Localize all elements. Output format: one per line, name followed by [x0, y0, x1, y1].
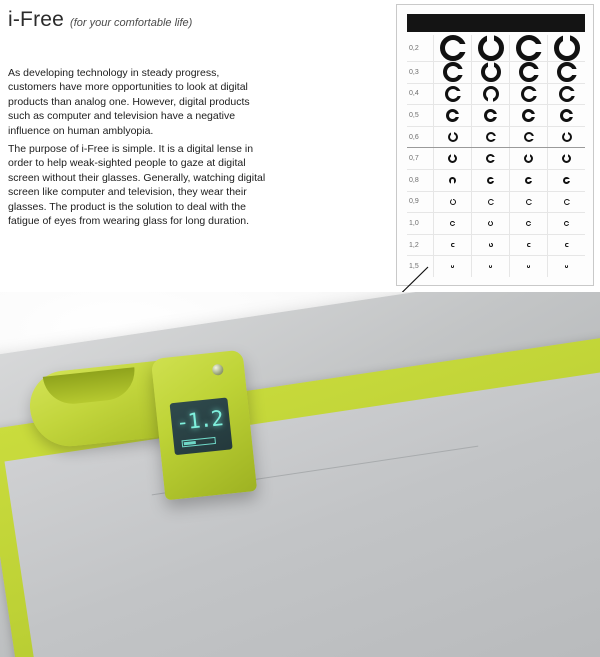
landolt-c-icon	[565, 265, 568, 268]
chart-optotype-cell	[547, 84, 585, 105]
chart-optotype-cell	[509, 256, 547, 277]
landolt-c-icon	[527, 265, 530, 268]
landolt-c-icon	[560, 109, 573, 122]
body-paragraph-2: The purpose of i-Free is simple. It is a digital lense in order to help weak-sighted people to gaze at digital screen without their glasses. Generally, watching digital screen like computer and television, they wear their glasses. The product is the solution to deal with the fatigue of eyes from wearing glass for long duration.	[8, 142, 266, 227]
chart-optotype-cell	[509, 84, 547, 105]
landolt-c-icon	[562, 132, 572, 142]
chart-row-cells	[433, 35, 585, 61]
chart-row	[407, 256, 585, 277]
chart-row-label: 1,0	[409, 219, 419, 227]
chart-row	[407, 213, 585, 235]
chart-optotype-cell	[509, 213, 547, 234]
visual-acuity-chart	[396, 4, 594, 286]
landolt-c-icon	[524, 154, 533, 163]
landolt-c-icon	[519, 62, 539, 82]
camera-sensor-icon	[212, 364, 224, 376]
chart-row-label: 0,5	[409, 111, 419, 119]
chart-optotype-cell	[471, 84, 509, 105]
chart-row	[407, 192, 585, 214]
chart-optotype-cell	[433, 35, 471, 61]
landolt-c-icon	[449, 177, 456, 184]
landolt-c-icon	[487, 177, 494, 184]
chart-row	[407, 84, 585, 106]
chart-optotype-cell	[547, 213, 585, 234]
device-clip-notch	[43, 367, 138, 406]
landolt-c-icon	[483, 86, 499, 102]
chart-row-label: 0,2	[409, 44, 419, 52]
landolt-c-icon	[440, 35, 466, 61]
landolt-c-icon	[526, 199, 532, 205]
chart-optotype-cell	[433, 84, 471, 105]
i-free-device	[30, 350, 300, 540]
chart-optotype-cell	[433, 256, 471, 277]
chart-row-label: 0,9	[409, 198, 419, 206]
chart-optotype-cell	[433, 148, 471, 169]
landolt-c-icon	[564, 221, 569, 226]
chart-grid	[407, 35, 585, 277]
chart-optotype-cell	[433, 235, 471, 256]
chart-row	[407, 235, 585, 257]
landolt-c-icon	[488, 221, 493, 226]
landolt-c-icon	[450, 221, 455, 226]
chart-optotype-cell	[509, 235, 547, 256]
chart-row	[407, 170, 585, 192]
chart-header-bar	[407, 14, 585, 32]
landolt-c-icon	[448, 154, 457, 163]
chart-optotype-cell	[471, 105, 509, 126]
landolt-c-icon	[524, 132, 534, 142]
landolt-c-icon	[563, 177, 570, 184]
chart-optotype-cell	[547, 256, 585, 277]
landolt-c-icon	[448, 132, 458, 142]
chart-optotype-cell	[471, 256, 509, 277]
chart-optotype-cell	[547, 62, 585, 83]
body-paragraph-1: As developing technology in steady progress, customers have more opportunities to look at digital products than analog one. However, digital products such as computer and television have a negative influence on human amblyopia.	[8, 66, 250, 137]
chart-row-cells	[433, 235, 585, 256]
chart-optotype-cell	[509, 62, 547, 83]
chart-optotype-cell	[509, 192, 547, 213]
chart-optotype-cell	[547, 105, 585, 126]
chart-row-label: 0,7	[409, 155, 419, 163]
landolt-c-icon	[481, 62, 501, 82]
landolt-c-icon	[521, 86, 537, 102]
chart-row-label: 0,8	[409, 176, 419, 184]
chart-row-cells	[433, 84, 585, 105]
chart-optotype-cell	[433, 127, 471, 148]
chart-optotype-cell	[509, 35, 547, 61]
chart-optotype-cell	[433, 192, 471, 213]
landolt-c-icon	[562, 154, 571, 163]
landolt-c-icon	[446, 109, 459, 122]
chart-optotype-cell	[471, 127, 509, 148]
chart-optotype-cell	[471, 213, 509, 234]
chart-row-cells	[433, 105, 585, 126]
chart-optotype-cell	[509, 170, 547, 191]
chart-row	[407, 127, 585, 149]
device-display	[170, 397, 233, 455]
landolt-c-icon	[489, 265, 492, 268]
chart-row-cells	[433, 256, 585, 277]
chart-optotype-cell	[471, 35, 509, 61]
landolt-c-icon	[443, 62, 463, 82]
landolt-c-icon	[451, 265, 454, 268]
chart-row-label: 1,5	[409, 263, 419, 271]
landolt-c-icon	[522, 109, 535, 122]
chart-optotype-cell	[547, 127, 585, 148]
landolt-c-icon	[445, 86, 461, 102]
landolt-c-icon	[451, 243, 455, 247]
chart-optotype-cell	[471, 235, 509, 256]
landolt-c-icon	[557, 62, 577, 82]
chart-optotype-cell	[433, 170, 471, 191]
chart-optotype-cell	[433, 105, 471, 126]
landolt-c-icon	[565, 243, 569, 247]
landolt-c-icon	[450, 199, 456, 205]
chart-optotype-cell	[547, 170, 585, 191]
chart-row	[407, 62, 585, 84]
landolt-c-icon	[527, 243, 531, 247]
chart-row	[407, 148, 585, 170]
chart-optotype-cell	[547, 148, 585, 169]
page-title	[8, 8, 378, 32]
chart-optotype-cell	[471, 170, 509, 191]
chart-row-label: 0,6	[409, 133, 419, 141]
chart-optotype-cell	[433, 62, 471, 83]
chart-optotype-cell	[471, 192, 509, 213]
chart-row-cells	[433, 127, 585, 148]
landolt-c-icon	[484, 109, 497, 122]
chart-row-cells	[433, 170, 585, 191]
landolt-c-icon	[525, 177, 532, 184]
landolt-c-icon	[489, 243, 493, 247]
chart-optotype-cell	[547, 35, 585, 61]
landolt-c-icon	[554, 35, 580, 61]
landolt-c-icon	[486, 132, 496, 142]
landolt-c-icon	[486, 154, 495, 163]
chart-row-cells	[433, 213, 585, 234]
chart-row-label: 0,3	[409, 68, 419, 76]
chart-row-cells	[433, 192, 585, 213]
chart-row	[407, 35, 585, 62]
chart-optotype-cell	[471, 148, 509, 169]
device-body	[151, 350, 257, 501]
chart-optotype-cell	[433, 213, 471, 234]
product-photo	[0, 292, 600, 657]
chart-row-label: 1,2	[409, 241, 419, 249]
chart-optotype-cell	[509, 127, 547, 148]
landolt-c-icon	[564, 199, 570, 205]
chart-row-cells	[433, 148, 585, 169]
chart-row-cells	[433, 62, 585, 83]
battery-indicator-icon	[181, 437, 216, 448]
chart-optotype-cell	[509, 148, 547, 169]
landolt-c-icon	[488, 199, 494, 205]
chart-optotype-cell	[547, 235, 585, 256]
chart-optotype-cell	[547, 192, 585, 213]
product-tagline: (for your comfortable life)	[70, 17, 193, 29]
chart-optotype-cell	[509, 105, 547, 126]
landolt-c-icon	[559, 86, 575, 102]
chart-row-label: 0,4	[409, 90, 419, 98]
landolt-c-icon	[526, 221, 531, 226]
chart-row	[407, 105, 585, 127]
landolt-c-icon	[516, 35, 542, 61]
landolt-c-icon	[478, 35, 504, 61]
chart-optotype-cell	[471, 62, 509, 83]
product-name: i-Free	[8, 8, 65, 31]
diopter-readout: -1.2	[175, 406, 224, 435]
